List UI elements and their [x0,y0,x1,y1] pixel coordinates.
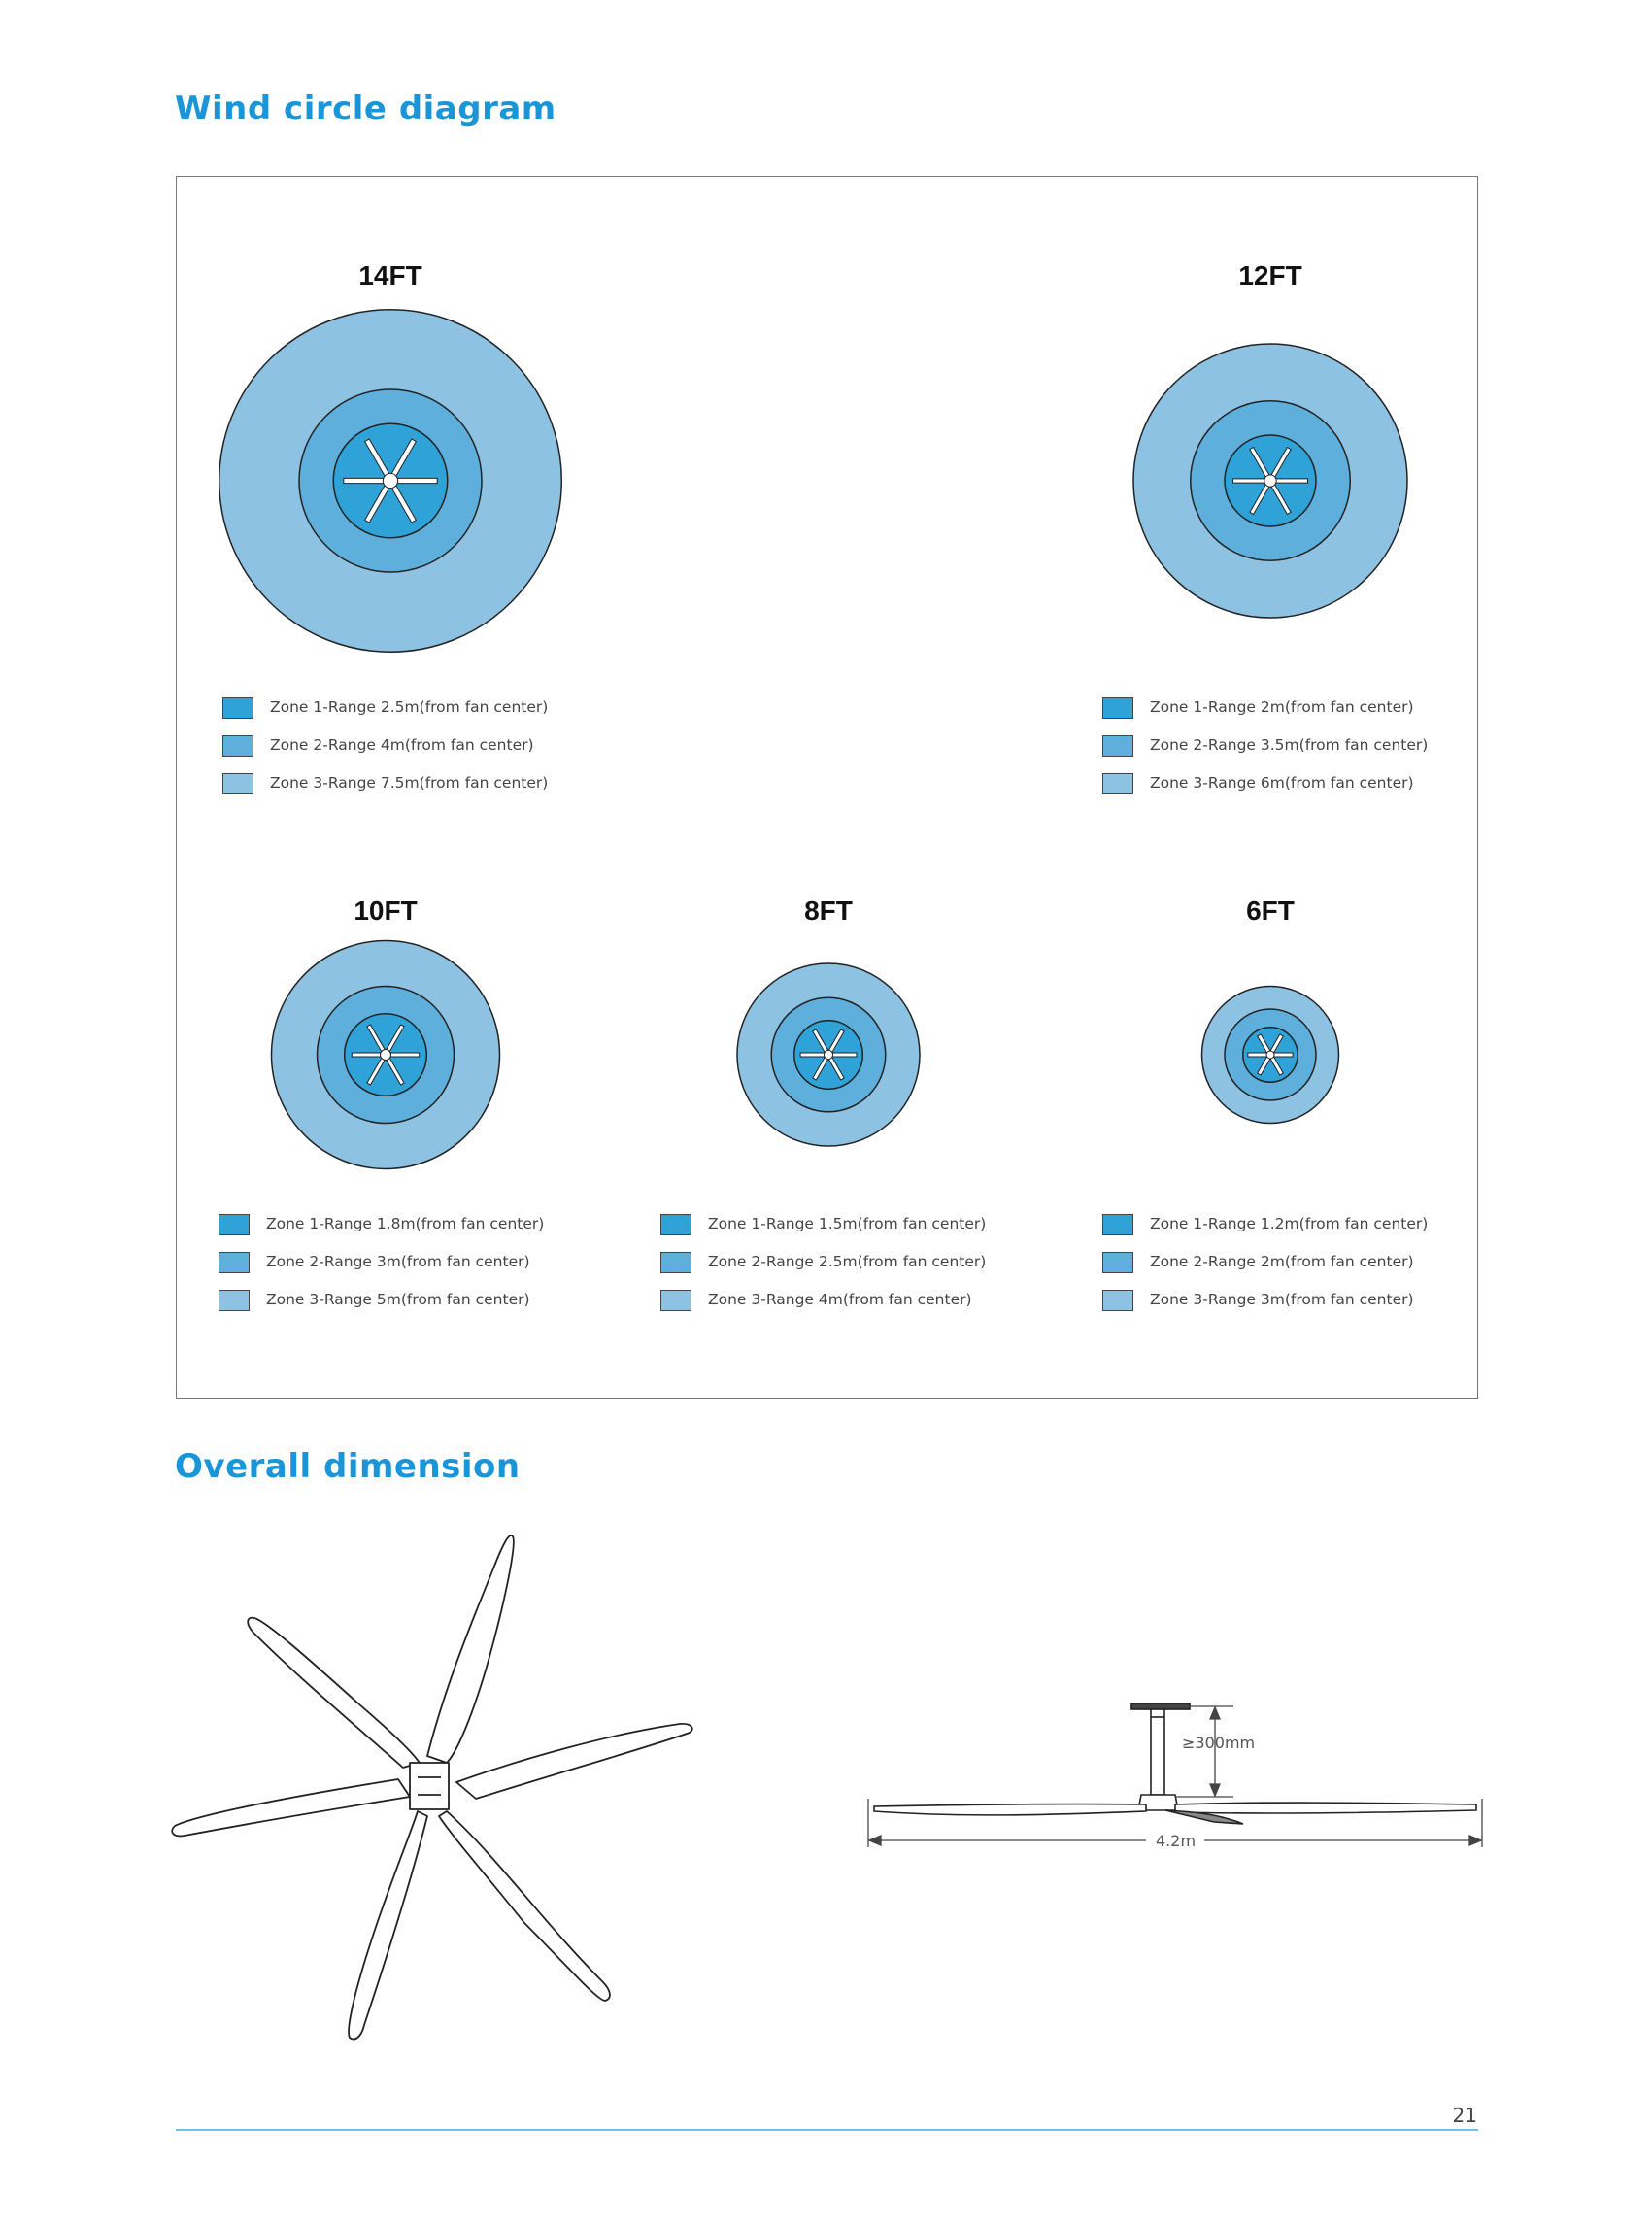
fan-top-view-drawing [155,1525,719,2069]
blade-outline [172,1779,410,1836]
legend-label: Zone 3-Range 6m(from fan center) [1150,774,1414,792]
legend-label: Zone 1-Range 2.5m(from fan center) [270,698,549,716]
blade-side [1175,1803,1476,1813]
legend-label: Zone 2-Range 3.5m(from fan center) [1150,736,1429,754]
legend-label: Zone 2-Range 2m(from fan center) [1150,1253,1414,1270]
blade-outline [349,1811,427,2039]
fan-hub [1266,1051,1274,1059]
span-dimension-label: 4.2m [1156,1832,1197,1850]
clearance-dimension-label: ≥300mm [1182,1734,1256,1752]
legend-label: Zone 1-Range 1.2m(from fan center) [1150,1215,1429,1232]
footer-rule [176,2129,1478,2131]
blade-outline [427,1535,514,1763]
legend-label: Zone 2-Range 2.5m(from fan center) [708,1253,987,1270]
zone-1-swatch [1102,1214,1133,1235]
fan-size-label: 10FT [354,895,418,926]
legend-label: Zone 1-Range 1.5m(from fan center) [708,1215,987,1232]
legend-label: Zone 1-Range 2m(from fan center) [1150,698,1414,716]
fan-size-label: 8FT [804,895,853,926]
zone-2-swatch [1102,1252,1133,1273]
legend-label: Zone 2-Range 4m(from fan center) [270,736,534,754]
legend-label: Zone 3-Range 5m(from fan center) [266,1291,530,1308]
fan-hub [410,1763,449,1809]
legend-label: Zone 1-Range 1.8m(from fan center) [266,1215,545,1232]
overall-dimension-title: Overall dimension [175,1447,521,1486]
blade-outline [248,1618,420,1768]
legend-label: Zone 3-Range 3m(from fan center) [1150,1291,1414,1308]
legend-label: Zone 3-Range 4m(from fan center) [708,1291,972,1308]
fan-size-label: 6FT [1246,895,1295,926]
down-rod [1151,1709,1164,1795]
blade-outline [439,1811,610,2001]
zone-3-swatch [1102,1290,1133,1311]
page-number: 21 [1452,2104,1477,2127]
fan-side-view-drawing [855,1690,1496,1904]
blade-side [874,1804,1146,1815]
wind-circles-6ft [177,177,1476,1397]
blade-outline [456,1724,692,1799]
legend-label: Zone 2-Range 3m(from fan center) [266,1253,530,1270]
fan-size-label: 14FT [358,260,422,290]
wind-circle-title: Wind circle diagram [175,89,556,128]
legend-label: Zone 3-Range 7.5m(from fan center) [270,774,549,792]
wind-circle-diagram-box [176,176,1478,1399]
fan-size-label: 12FT [1238,260,1302,290]
